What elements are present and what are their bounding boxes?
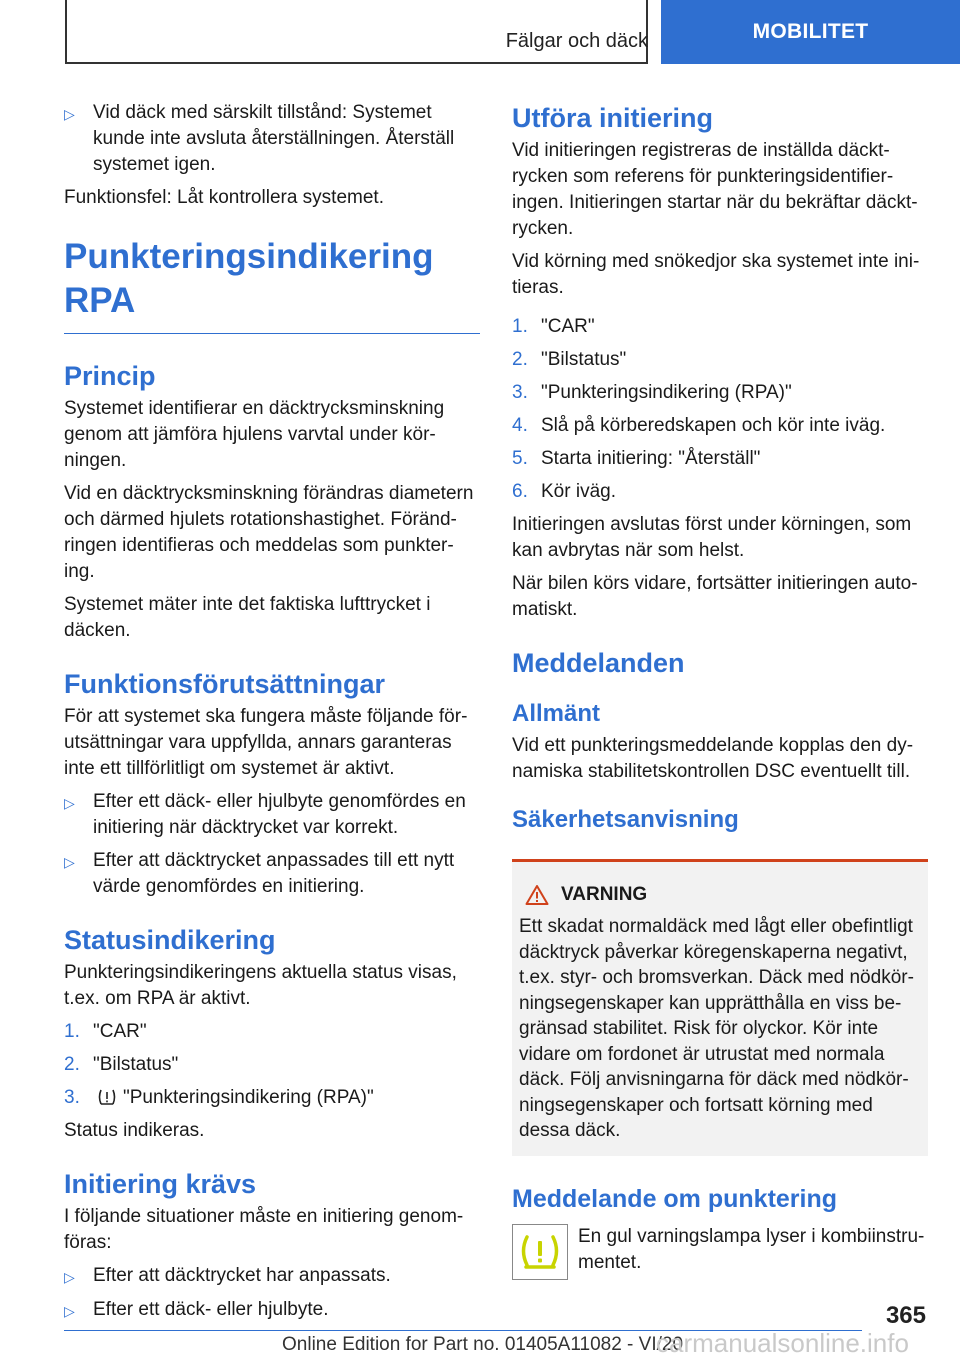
tire-warning-lamp-icon (512, 1224, 568, 1280)
step-item (512, 347, 928, 373)
subsection-heading-safety: Säkerhetsanvisning (512, 806, 739, 833)
step-number: 2. (512, 349, 528, 370)
subsection-heading-puncture: Meddelande om punktering (512, 1184, 838, 1213)
left-column (64, 100, 480, 1331)
paragraph: Systemet identifierar en däcktrycksminskning genom att jämföra hjulens varvtal under kör-ningen. (64, 398, 445, 471)
section-heading-init-required: Initiering krävs (64, 1169, 257, 1199)
triangle-bullet-icon: ▷ (64, 795, 75, 811)
header-section-title: Fälgar och däck (505, 30, 648, 52)
step-number: 5. (512, 448, 528, 469)
step-item (512, 314, 928, 340)
section-heading-status: Statusindikering (64, 925, 276, 955)
step-number: 2. (64, 1054, 80, 1075)
step-item (512, 380, 928, 406)
paragraph: Vid initieringen registreras de inställda däckt-rycken som referens för punkteringsidentifier-ingen. Initieringen startar när du bekräftar däckt-rycken. (512, 140, 918, 239)
step-item (512, 479, 928, 505)
section-heading-principle: Princip (64, 361, 156, 391)
paragraph: Vid en däcktrycksminskning förändras diametern och därmed hjulets rotationshastighet. Föränd-ringen identifieras och meddelas som punkter-ing. (64, 483, 474, 582)
step-number: 6. (512, 481, 528, 502)
paragraph: Vid körning med snökedjor ska systemet inte ini-tieras. (512, 251, 920, 298)
step-number: 4. (512, 415, 528, 436)
paragraph: Vid ett punkteringsmeddelande kopplas den dy-namiska stabilitetskontrollen DSC eventuellt till. (512, 735, 914, 782)
paragraph: När bilen körs vidare, fortsätter initieringen auto-matiskt. (512, 573, 918, 620)
step-item (64, 1019, 480, 1045)
puncture-text: En gul varningslampa lyser i kombiinstru-mentet. (578, 1225, 925, 1273)
triangle-bullet-icon: ▷ (64, 106, 75, 122)
list-item (64, 1263, 480, 1290)
step-number: 3. (512, 382, 528, 403)
warning-triangle-icon (525, 884, 549, 906)
tire-pressure-icon (97, 1088, 117, 1106)
paragraph: I följande situationer måste en initiering genom-föras: (64, 1206, 464, 1253)
bullet-text: Vid däck med särskilt tillstånd: Systemet kunde inte avsluta återställningen. Återställ systemet igen. (93, 102, 455, 175)
step-text: "Punkteringsindikering (RPA)" (541, 382, 792, 403)
section-heading-messages: Meddelanden (512, 648, 685, 678)
triangle-bullet-icon: ▷ (64, 1269, 75, 1285)
bullet-text: Efter att däcktrycket anpassades till ett nytt värde genomfördes en initiering. (93, 850, 455, 897)
step-item (64, 1052, 480, 1078)
list-item (64, 1297, 480, 1324)
step-text: "CAR" (541, 316, 595, 337)
step-item (512, 446, 928, 472)
header-chapter-tab[interactable]: MOBILITET (661, 0, 960, 64)
step-text: "CAR" (93, 1021, 147, 1042)
warning-text: Ett skadat normaldäck med lågt eller obefintligt däcktryck påverkar köregenskaperna negativt, t.ex. styr- och bromsverkan. Däck med nödkör-ningsegenskaper kan upprätthålla en viss be-gränsad stabilitet. Risk för olyckor. Kör inte vidare om fordonet är utrustat med normala däck. Följ anvisningarna för däck med nödkör-ningsegenskaper och fortsatt körning med dessa däck. (519, 916, 914, 1141)
paragraph: Punkteringsindikeringens aktuella status visas, t.ex. om RPA är aktivt. (64, 962, 457, 1009)
footer-edition: Online Edition for Part no. 01405A11082 - VI/20 (282, 1334, 684, 1355)
triangle-bullet-icon: ▷ (64, 854, 75, 870)
list-item (64, 848, 480, 900)
right-column (512, 100, 928, 1280)
triangle-bullet-icon: ▷ (64, 1303, 75, 1319)
paragraph: För att systemet ska fungera måste följande för-utsättningar vara uppfyllda, annars garanteras inte ett tillförlitligt om systemet är aktivt. (64, 706, 468, 779)
page-number: 365 (885, 1302, 926, 1329)
bullet-text: Efter ett däck- eller hjulbyte. (93, 1299, 329, 1320)
warning-label: VARNING (561, 884, 648, 905)
step-text: "Bilstatus" (93, 1054, 179, 1075)
warning-title (519, 882, 920, 908)
puncture-message-row (512, 1224, 928, 1280)
step-number: 1. (512, 316, 528, 337)
bullet-text: Efter ett däck- eller hjulbyte genomfördes en initiering när däcktrycket var korrekt. (93, 791, 466, 838)
step-number: 1. (64, 1021, 80, 1042)
page-title: Punkteringsindikering RPA (64, 235, 480, 334)
warning-box (512, 859, 928, 1156)
paragraph: Initieringen avslutas först under körningen, som kan avbrytas när som helst. (512, 514, 912, 561)
malfunction-text: Funktionsfel: Låt kontrollera systemet. (64, 187, 384, 208)
step-text: "Bilstatus" (541, 349, 627, 370)
paragraph: Systemet mäter inte det faktiska lufttrycket i däcken. (64, 594, 431, 641)
step-number: 3. (64, 1087, 80, 1108)
subsection-heading-general: Allmänt (512, 700, 601, 727)
step-text: Kör iväg. (541, 481, 616, 502)
step-text: Starta initiering: "Återställ" (541, 448, 761, 469)
step-text: Slå på körberedskapen och kör inte iväg. (541, 415, 886, 436)
bullet-text: Efter att däcktrycket har anpassats. (93, 1265, 391, 1286)
paragraph: Status indikeras. (64, 1120, 205, 1141)
step-item (64, 1085, 480, 1111)
list-item (64, 789, 480, 841)
section-heading-requirements: Funktionsförutsättningar (64, 669, 385, 699)
list-item (64, 100, 480, 178)
step-text: "Punkteringsindikering (RPA)" (123, 1087, 374, 1108)
step-item (512, 413, 928, 439)
section-heading-perform-init: Utföra initiering (512, 103, 713, 133)
watermark: carmanualsonline.info (656, 1328, 909, 1358)
